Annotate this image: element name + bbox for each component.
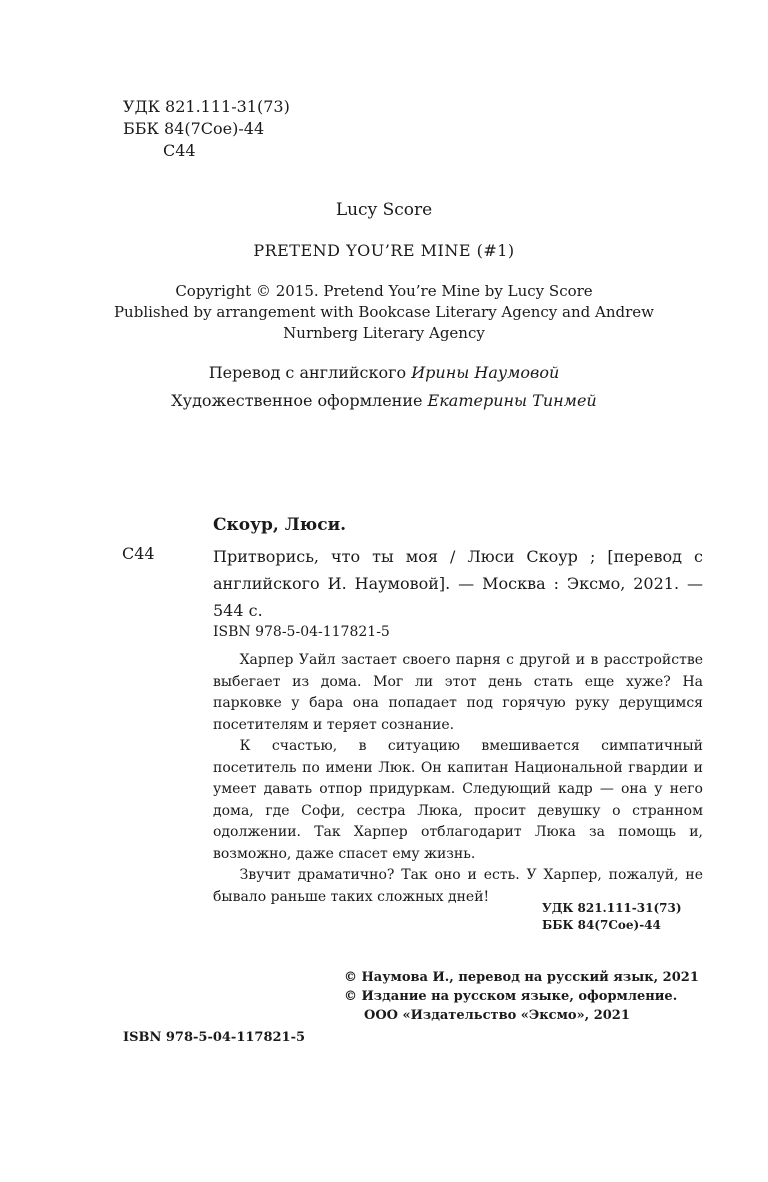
original-title: PRETEND YOU’RE MINE (#1) <box>253 241 515 260</box>
catalog-bibliographic-record: Притворись, что ты моя / Люси Скоур ; [перевод с английского И. Наумовой]. — Москва : Эксмо, 2021. — 544 с. <box>213 547 703 620</box>
catalog-author-heading: Скоур, Люси. <box>213 515 347 535</box>
classification-block-top <box>123 96 290 162</box>
udk-code: УДК 821.111-31(73) <box>542 901 682 915</box>
catalog-code: С44 <box>122 544 155 563</box>
rights-line: © Наумова И., перевод на русский язык, 2021 <box>344 970 699 985</box>
design-credit <box>0 387 768 415</box>
copyright-line: Copyright © 2015. Pretend You’re Mine by Lucy Score <box>175 282 593 300</box>
copyright-line: Nurnberg Literary Agency <box>283 324 485 342</box>
annotation-paragraph: Звучит драматично? Так оно и есть. У Харпер, пожалуй, не бывало раньше таких сложных дней! <box>213 867 703 905</box>
bbk-code: ББК 84(7Сое)-44 <box>542 918 661 932</box>
author-mark: С44 <box>163 141 196 160</box>
annotation-paragraph: К счастью, в ситуацию вмешивается симпатичный посетитель по имени Люк. Он капитан Национальной гвардии и умеет давать отпор придуркам. Следующий кадр — она у него дома, где Софи, сестра Люка, просит девушку о странном одолжении. Так Харпер отблагодарит Люка за помощь и, возможно, даже спасет ему жизнь. <box>213 738 703 862</box>
rights-block <box>344 968 704 1025</box>
annotation <box>213 650 703 908</box>
translation-credit <box>0 359 768 387</box>
credits-block <box>0 359 768 415</box>
original-author: Lucy Score <box>335 200 433 220</box>
design-prefix: Художественное оформление <box>171 391 428 410</box>
copyright-line: Published by arrangement with Bookcase Literary Agency and Andrew <box>113 303 655 321</box>
rights-line: © Издание на русском языке, оформление. ООО «Издательство «Эксмо», 2021 <box>344 989 678 1023</box>
annotation-paragraph: Харпер Уайл застает своего парня с другой и в расстройстве выбегает из дома. Мог ли этот день стать еще хуже? На парковке у бара она попадает под горячую руку дерущимся посетителям и теряет сознание. <box>213 652 703 733</box>
translator-name: Ирины Наумовой <box>411 363 560 382</box>
classification-block-bottom <box>542 900 682 934</box>
designer-name: Екатерины Тинмей <box>427 391 597 410</box>
bbk-code: ББК 84(7Сое)-44 <box>123 119 265 138</box>
copyright-notice <box>0 281 768 344</box>
translation-prefix: Перевод с английского <box>208 363 412 382</box>
isbn-bottom: ISBN 978-5-04-117821-5 <box>123 1030 306 1045</box>
udk-code: УДК 821.111-31(73) <box>123 97 290 116</box>
catalog-isbn: ISBN 978-5-04-117821-5 <box>213 624 390 640</box>
